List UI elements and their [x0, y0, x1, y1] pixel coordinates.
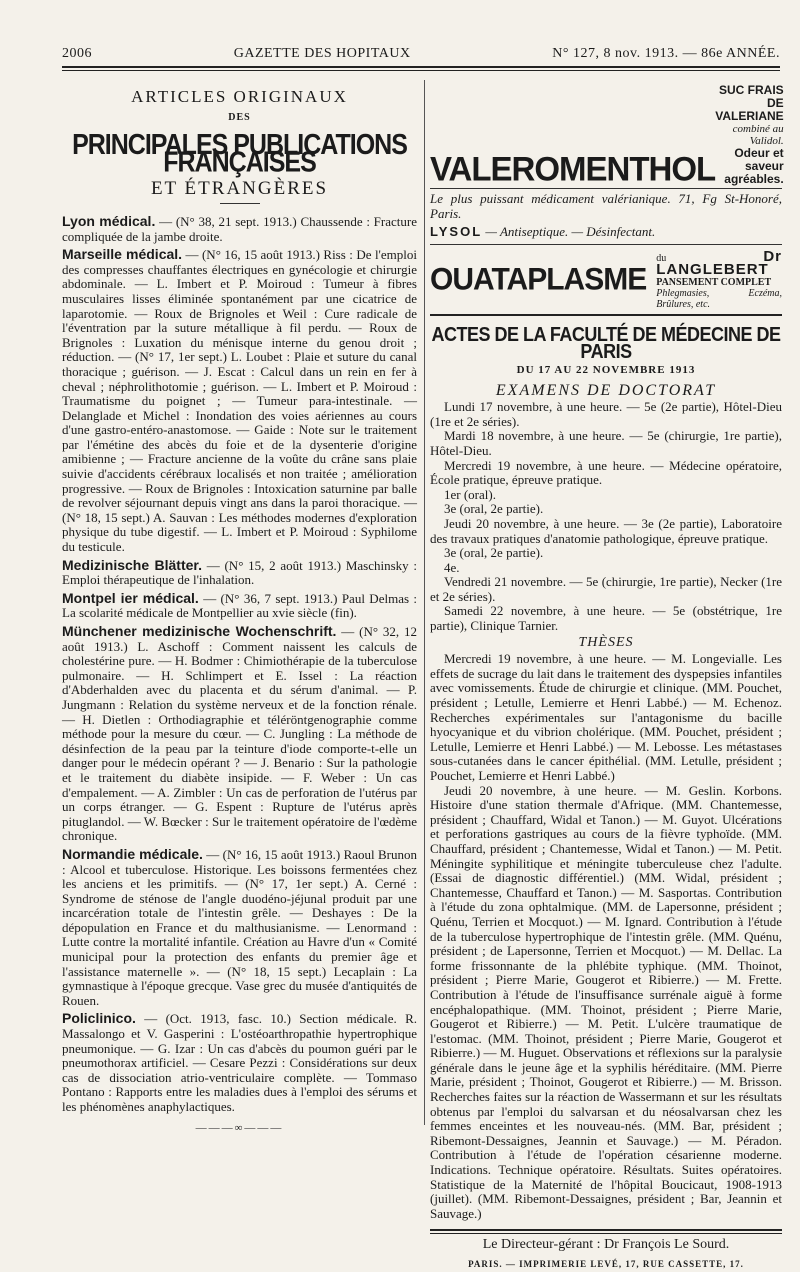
section-title-principales: PRINCIPALES PUBLICATIONS FRANÇAISES: [72, 128, 407, 178]
publication-name: Münchener medizinische Wochenschrift.: [62, 623, 337, 639]
footer-rule: [430, 1229, 782, 1231]
advert-ouataplasme-brand: Dr LANGLEBERT: [656, 247, 782, 278]
examen-item: Lundi 17 novembre, à une heure. — 5e (2e partie), Hôtel-Dieu (1re et 2e séries).: [430, 399, 782, 429]
publication-summary: — (Oct. 1913, fasc. 10.) Section médicale. R. Massalongo et V. Gasperini : L'ostéoarthropathie hypertrophique pneumonique. — G. Izar : Un cas d'abcès du poumon guéri par le pneumothorax artificiel. — Cesare Pezzi : Considérations sur deux cas de dissociation atrio-ventriculaire complète. — Tommaso Pontano : Rapports entre les maladies dues à l'emploi des sérums et les phénomènes anaphylactiques.: [62, 1011, 417, 1114]
publication-name: Marseille médical.: [62, 246, 183, 263]
section-title-articles: ARTICLES ORIGINAUX: [131, 87, 348, 106]
advert-ouataplasme: [430, 247, 782, 316]
examen-item: Mardi 18 novembre, à une heure. — 5e (chirurgie, 1re partie), Hôtel-Dieu.: [430, 428, 782, 458]
advert-valeromenthol-side: [715, 84, 783, 186]
publication-name: Normandie médicale.: [62, 845, 203, 862]
publication-summary: — (N° 32, 12 août 1913.) L. Aschoff : Comment naissent les calculs de cholestérine pure. — H. Bodmer : Chimiothérapie de la tuberculose pulmonaire. — H. Schlimpert et E. Issel : La réaction d'Abderhalden avec du placenta et du sérum d'animal. — P. Jungmann : Relation du système nerveux et de la fonction rénale. — H. Dietlen : Orthodiagraphie et téléröntgenographie comme méthode pour la mesure du cœur. — C. Jungling : La méthode de désinfection de la peau par la teinture d'iode comporte-t-elle un danger pour le médecin opérant ? — J. Benario : Sur la pathologie et le traitement du diabète insipide. — F. Weber : Un cas d'empalement. — A. Zimbler : Un cas de perforation de l'utérus par un corps étranger. — G. Espent : Rupture de l'utérus après pituglandol. — W. Bœcker : Sur le traitement opératoire de l'œdème chronique.: [62, 624, 417, 844]
advert-ouataplasme-side: [656, 247, 782, 310]
advert-valeromenthol-side2: combiné au Validol.: [732, 123, 784, 147]
advert-valeromenthol-name: VALEROMENTHOL: [430, 149, 716, 188]
publication-summary: — (N° 36, 7 sept. 1913.) Paul Delmas : La scolarité médicale de Montpellier au xvie siècle (fin).: [62, 590, 417, 621]
advert-lysol-brand: LYSOL: [430, 224, 483, 240]
publication-summary: — (N° 16, 15 août 1913.) Riss : De l'emploi des compresses chauffantes électriques en gynécologie et chirurgie abdominale. — L. Imbert et P. Moiroud : Tumeur à fibres musculaires lisses éliminée spontanément par une cicatrice de laparotomie. — Roux de Brignoles et Weil : Cure radicale de l'éventration par la suture métallique à fil perdu. — Roux de Brignoles : Luxation du ménisque interne du genou droit ; réduction. — (N° 17, 1er sept.) L. Loubet : Plaie et suture du canal thoracique ; guérison. — J. Escat : Calcul dans un rein en fer à cheval ; néphrolithotomie ; guérison. — L. Imbert et P. Moiroud : Traumatisme du poignet ; — Tumeur para-intestinale. — Delanglade et Michel : Inondation des voies aériennes au cours d'une gastro-entéro-anastomose. — Gaide : Note sur le traitement par l'émétine des abcès du foie et de la dysenterie d'origine amibienne ; — Fracture ancienne de la voûte du crâne sans plaie suivie d'accidents cérébraux localisés et non traitée ; amélioration progressive. — Roux de Brignoles : Intoxication saturnine par balle de revolver séjournant depuis vingt ans dans la paroi thoracique. — (N° 18, 15 sept.) A. Sauvan : Les méthodes modernes d'exploration physique du tube digestif. — L. Imbert et P. Moiroud : Syphilome du testicule.: [62, 247, 418, 555]
advert-ouataplasme-name: OUATAPLASME: [430, 262, 647, 298]
publication-summary: — (N° 16, 15 août 1913.) Raoul Brunon : Alcool et tuberculose. Historique. Les boissons fermentées chez les anciens et les primitifs. — (N° 17, 1er sept.) A. Cerné : Syndrome de sténose de l'angle duodéno-jéjunal produit par une incarcération totale de l'intestin grêle. — Deshayes : De la dépopulation en France et du malthusianisme. — Lenormand : Lutte contre la mortalité infantile. Création au Havre d'un « Comité municipal pour la protection des enfants du premier âge et l'assistance maternelle ». — (N° 18, 15 sept.) Lecaplain : La gymnastique à l'époque grecque. Vase grec du musée d'antiquités de Rouen.: [62, 846, 417, 1008]
journal-title: GAZETTE DES HOPITAUX: [233, 46, 411, 61]
these-item: Mercredi 19 novembre, à une heure. — M. Longevialle. Les effets de sucrage du lait dans le traitement des dyspepsies infantiles avec vomissements. Étude de chirurgie et clinique. (MM. Pouchet, président ; Letulle, Lemierre et Henri Labbé.) — M. Echenoz. Recherches expérimentales sur l'antagonisme du bacille hyocyanique et du vibrion cholérique. (MM. Pouchet, président ; Letulle, Lemierre et Henri Labbé.) — M. Lebosse. Les métastases sous-cutanées dans le cancer épithélial. (MM. Letulle, président ; Pouchet, Lemierre et Henri Labbé.): [430, 651, 782, 783]
advert-valeromenthol: [430, 84, 782, 189]
examen-item: Samedi 22 novembre, à une heure. — 5e (obstétrique, 1re partie), Clinique Tarnier.: [430, 603, 782, 634]
publication-summary: — (N° 38, 21 sept. 1913.) Chaussende : Fracture compliquée de la jambe droite.: [62, 213, 417, 244]
advert-lysol-text: — Antiseptique. — Désinfectant.: [482, 224, 656, 240]
column-divider: [424, 80, 425, 1125]
publication-name: Montpel ier médical.: [62, 589, 199, 606]
issue-info: N° 127, 8 nov. 1913. — 86e ANNÉE.: [552, 46, 780, 61]
publication-entry: [62, 247, 417, 554]
advert-valeromenthol-side3: Odeur et saveur agréables.: [724, 146, 784, 186]
publication-entry: [62, 847, 417, 1009]
publication-summary: — (N° 15, 2 août 1913.) Maschinsky : Emploi thérapeutique de l'inhalation.: [62, 557, 417, 588]
examens-list: [430, 400, 782, 634]
publication-entry: [62, 214, 417, 244]
publication-entry: [62, 1011, 417, 1114]
advert-valeromenthol-line: Le plus puissant médicament valérianique. 71, Fg St-Honoré, Paris.: [430, 191, 782, 221]
left-column: [62, 84, 417, 1135]
publication-name: Policlinico.: [62, 1010, 136, 1027]
publication-entry: [62, 558, 417, 588]
end-ornament: ———∞———: [195, 1121, 284, 1134]
examen-item: 3e (oral, 2e partie).: [444, 545, 544, 561]
title-rule: [220, 203, 260, 204]
header-rule-thin: [62, 70, 780, 71]
advert-ouataplasme-line3: Phlegmasies, Eczéma, Brûlures, etc.: [656, 287, 782, 310]
footer-rule-thin: [430, 1233, 782, 1234]
examen-item: Jeudi 20 novembre, à une heure. — 3e (2e partie), Laboratoire des travaux pratiques d'anatomie pathologique, épreuve pratique.: [430, 515, 782, 546]
section-title-des: DES: [228, 111, 251, 123]
imprimerie-line: PARIS. — IMPRIMERIE LEVÉ, 17, RUE CASSETTE, 17.: [468, 1259, 744, 1269]
advert-valeromenthol-side1: SUC FRAIS DE VALERIANE: [715, 83, 784, 123]
actes-title: ACTES DE LA FACULTÉ DE MÉDECINE DE PARIS: [431, 322, 781, 362]
header-rule: [62, 66, 780, 68]
examen-item: Vendredi 21 novembre. — 5e (chirurgie, 1re partie), Necker (1re et 2e séries).: [430, 574, 782, 604]
actes-subtitle: DU 17 AU 22 NOVEMBRE 1913: [516, 363, 696, 376]
advert-lysol: [430, 225, 782, 245]
examen-item: Mercredi 19 novembre, à une heure. — Médecine opératoire, École pratique, épreuve pratique.: [430, 457, 782, 488]
right-column: [430, 84, 782, 1272]
these-item: Jeudi 20 novembre, à une heure. — M. Geslin. Korbons. Histoire d'une station thermale d'Afrique. (MM. Chantemesse, président ; Chauffard, Widal et Tanon.) — M. Guyot. Ulcérations et perforations gastriques au cours de la fièvre typhoïde. (MM. Chauffard, président ; Chantemesse, Widal et Tanon.) — M. Petit. Méningite syphilitique et méningite tuberculeuse chez l'adulte. (Essai de diagnostic différentiel.) (MM. Widal, président ; Chantemesse, Chauffard et Tanon.) — M. Sasportas. Contribution à l'étude du zona ophtalmique. (MM. de Lapersonne, président ; Quénu, Terrien et Mocquot.) — M. Ignard. Contribution à l'étude de la tuberculose hypertrophique de l'intestin grêle. (MM. Quénu, président ; de Lapersonne, Terrien et Mocquot.) — M. Dellac. La forme frissonnante de la phlébite typhique. (MM. Thoinot, président ; Pierre Marie, Gougerot et Ribierre.) — M. Frette. Contribution à l'étude de l'insuffisance surrénale aiguë à forme encéphalopathique. (MM. Thoinot, président ; Pierre Marie, Gougerot et Ribierre.) — M. Petit. L'ulcère traumatique de l'estomac. (MM. Thoinot, président ; Pierre Marie, Gougerot et Ribierre.) — M. Huguet. Observations et réflexions sur la paralysie générale dans le jeune âge et la syphilis héréditaire. (MM. Pierre Marie, président ; Thoinot, Gougerot et Ribierre.) — M. Brisson. Recherches faites sur la réaction de Wassermann et sur les résultats obtenus par l'emploi du salvarsan et du néosalvarsan chez les femmes enceintes et les nouveau-nés. (MM. Bar, président ; Ribemont-Dessaignes, Jeannin et Sauvage.) — M. Péradon. Contribution à l'étude de l'opération césarienne moderne. Indications. Technique opératoire. Résultats. Suites opératoires. Statistique de la Maternité de l'hôpital Boucicaut, 1908-1913 (juillet). (MM. Ribemont-Dessaignes, président ; Bar, Jeannin et Sauvage.): [430, 782, 782, 1221]
advert-ouataplasme-du: du: [656, 252, 667, 264]
theses-list: [430, 652, 782, 1221]
directeur-gerant: Le Directeur-gérant : Dr François Le Sourd.: [482, 1237, 730, 1253]
examen-item: 3e (oral, 2e partie).: [444, 501, 544, 517]
examen-item: 1er (oral).: [444, 486, 496, 502]
publication-entry: [62, 591, 417, 621]
page-header: [62, 44, 780, 64]
publication-name: Medizinische Blätter.: [62, 556, 202, 573]
examens-title: EXAMENS DE DOCTORAT: [495, 381, 717, 399]
examen-item: 4e.: [444, 559, 460, 575]
page-number: 2006: [62, 46, 92, 61]
section-title-etrangeres: ET ÉTRANGÈRES: [150, 178, 329, 200]
advert-ouataplasme-line2: PANSEMENT COMPLET: [656, 276, 772, 288]
theses-title: THÈSES: [578, 634, 634, 650]
publication-entry: [62, 624, 417, 844]
publication-name: Lyon médical.: [62, 212, 156, 229]
